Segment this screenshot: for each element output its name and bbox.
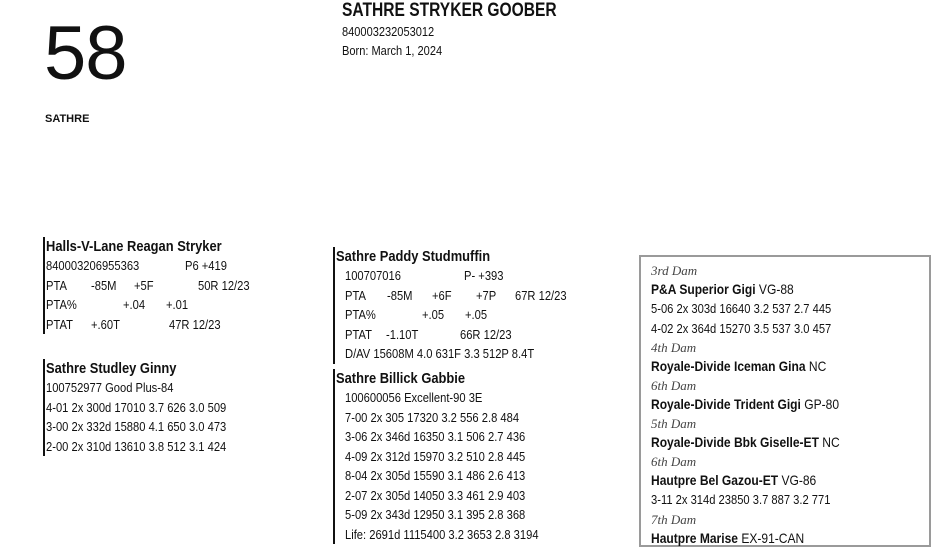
sire-pta-row <box>46 276 250 296</box>
sire-ptapct-a: +.04 <box>123 297 146 312</box>
mgs-p: P- +393 <box>464 268 504 283</box>
sire-pta-m: -85M <box>91 277 117 293</box>
mgs-pta-label: PTA <box>345 287 366 303</box>
mgs-dav: D/AV 15608M 4.0 631F 3.3 512P 8.4T <box>345 346 535 361</box>
sire-block <box>43 237 250 334</box>
dam-entry-name-text: Royale-Divide Bbk Giselle-ET <box>651 434 819 450</box>
granddam-record <box>336 466 526 486</box>
granddam-id-row <box>336 388 486 408</box>
dam-entry-name <box>651 395 890 414</box>
dam-entry-name-text: Royale-Divide Iceman Gina <box>651 358 806 374</box>
mgs-pta-f: +6F <box>432 287 452 303</box>
mgs-pta-r: 67R 12/23 <box>515 287 567 303</box>
dam-entry-name-text: Hautpre Bel Gazou-ET <box>651 472 779 488</box>
dam-entry-name <box>651 280 890 299</box>
sire-pta-f: +5F <box>134 277 154 293</box>
dam-entry-name-text: Hautpre Marise <box>651 529 738 546</box>
dam-record-text: 3-00 2x 332d 15880 4.1 650 3.0 473 <box>46 419 227 434</box>
sire-ptapct-row <box>46 295 250 315</box>
granddam-record <box>336 486 526 506</box>
dam-record <box>46 417 227 437</box>
extended-dams-box <box>639 255 931 547</box>
animal-name: SATHRE STRYKER GOOBER <box>342 0 557 21</box>
mgs-block <box>333 247 567 364</box>
dam-label: 4th Dam <box>651 340 697 355</box>
sire-name: Halls-V-Lane Reagan Stryker <box>46 238 222 255</box>
dam-name: Sathre Studley Ginny <box>46 360 177 377</box>
dam-entry-name-text: Royale-Divide Trident Gigi <box>651 396 801 412</box>
mgs-id-row <box>336 266 515 286</box>
mgs-ptapct-b: +.05 <box>465 307 488 322</box>
dam-entry-record: 5-06 2x 303d 16640 3.2 537 2.7 445 <box>651 301 832 316</box>
mgs-id: 100707016 <box>345 268 401 283</box>
dam-record-text: 4-01 2x 300d 17010 3.7 626 3.0 509 <box>46 399 227 415</box>
sire-ptat-val: +.60T <box>91 316 120 332</box>
sire-ptapct-label: PTA% <box>46 297 77 312</box>
granddam-record-text: 3-06 2x 346d 16350 3.1 506 2.7 436 <box>345 429 526 444</box>
dam-record <box>46 398 227 418</box>
granddam-record <box>336 505 526 525</box>
dam-label: 7th Dam <box>651 511 697 527</box>
mgs-pta-p: +7P <box>476 287 497 303</box>
dam-label: 3rd Dam <box>651 263 698 278</box>
sire-id-row <box>46 256 250 276</box>
dam-entry-class: NC <box>808 358 827 374</box>
mgs-name: Sathre Paddy Studmuffin <box>336 248 491 265</box>
dam-id-row <box>46 378 198 398</box>
consignor-name: SATHRE <box>45 113 90 125</box>
sire-pta-label: PTA <box>46 277 67 293</box>
dam-block <box>43 359 227 456</box>
mgs-ptapct-a: +.05 <box>422 307 445 322</box>
dam-entry-name <box>651 529 890 548</box>
birth-date: Born: March 1, 2024 <box>342 43 443 58</box>
dam-label: 5th Dam <box>651 416 697 431</box>
dam-record-text: 2-00 2x 310d 13610 3.8 512 3.1 424 <box>46 438 227 454</box>
sire-ptat-r: 47R 12/23 <box>169 316 221 332</box>
granddam-record-text: 4-09 2x 312d 15970 3.2 510 2.8 445 <box>345 448 526 464</box>
dam-id: 100752977 Good Plus-84 <box>46 380 174 395</box>
dam-label: 6th Dam <box>651 454 697 469</box>
dam-entry-name <box>651 357 890 376</box>
mgs-ptat-r: 66R 12/23 <box>460 326 512 342</box>
lot-number: 58 <box>44 11 127 96</box>
sire-ptat-label: PTAT <box>46 316 73 332</box>
granddam-record-text: 5-09 2x 343d 12950 3.1 395 2.8 368 <box>345 507 526 522</box>
dam-entry-class: GP-80 <box>804 396 840 412</box>
sire-ptapct-b: +.01 <box>166 297 189 312</box>
mgs-pta-m: -85M <box>387 287 413 303</box>
dam-entry-record: 3-11 2x 314d 23850 3.7 887 3.2 771 <box>651 492 831 507</box>
sire-ptat-row <box>46 315 250 335</box>
dam-entry-name-text: P&A Superior Gigi <box>651 281 756 297</box>
granddam-record-text: 8-04 2x 305d 15590 3.1 486 2.6 413 <box>345 468 526 483</box>
granddam-record <box>336 427 526 447</box>
sire-id: 840003206955363 <box>46 258 140 273</box>
dam-entry-record: 4-02 2x 364d 15270 3.5 537 3.0 457 <box>651 320 832 336</box>
sire-p6: P6 +419 <box>185 258 227 273</box>
animal-id: 840003232053012 <box>342 24 435 39</box>
dam-entry-class: VG-88 <box>758 281 794 297</box>
mgs-ptapct-row <box>336 305 515 325</box>
mgs-ptat-label: PTAT <box>345 326 372 342</box>
granddam-record-text: 7-00 2x 305 17320 3.2 556 2.8 484 <box>345 409 520 425</box>
granddam-block <box>333 369 539 544</box>
granddam-id: 100600056 Excellent-90 3E <box>345 390 483 405</box>
granddam-name: Sathre Billick Gabbie <box>336 370 466 387</box>
dam-entry-class: VG-86 <box>781 472 817 488</box>
mgs-pta-row <box>336 286 567 306</box>
granddam-record <box>336 447 526 467</box>
mgs-ptapct-label: PTA% <box>345 307 376 322</box>
dam-entry-name <box>651 433 890 452</box>
mgs-ptat-val: -1.10T <box>386 326 419 342</box>
dam-entry-class: EX-91-CAN <box>741 529 805 546</box>
granddam-lifetime-text: Life: 2691d 1115400 3.2 3653 2.8 3194 <box>345 526 539 542</box>
dam-entry-class: NC <box>822 434 840 450</box>
dam-entry-name <box>651 471 890 490</box>
sire-pta-r: 50R 12/23 <box>198 277 250 293</box>
dam-record <box>46 437 227 457</box>
granddam-lifetime <box>336 525 539 545</box>
animal-header <box>342 0 604 60</box>
dam-label: 6th Dam <box>651 378 697 393</box>
mgs-ptat-row <box>336 325 515 345</box>
mgs-dav-row <box>336 344 535 364</box>
granddam-record <box>336 408 520 428</box>
granddam-record-text: 2-07 2x 305d 14050 3.3 461 2.9 403 <box>345 487 526 503</box>
